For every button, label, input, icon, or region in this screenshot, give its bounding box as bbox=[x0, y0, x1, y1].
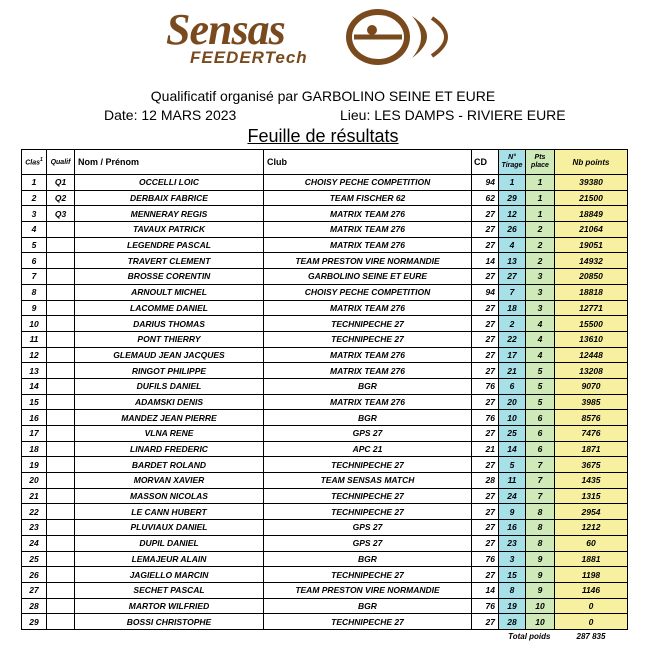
cell-clas: 3 bbox=[22, 206, 47, 222]
cell-qualif bbox=[47, 363, 75, 379]
cell-pts-place: 3 bbox=[526, 300, 555, 316]
sensas-feedertech-logo bbox=[166, 4, 466, 72]
header-tirage-2: Tirage bbox=[501, 162, 523, 169]
cell-tirage: 1 bbox=[499, 175, 526, 191]
cell-pts-place: 8 bbox=[526, 504, 555, 520]
cell-tirage: 12 bbox=[499, 206, 526, 222]
cell-nb-points: 1315 bbox=[555, 488, 628, 504]
cell-qualif bbox=[47, 222, 75, 238]
cell-cd: 62 bbox=[472, 190, 499, 206]
cell-club: CHOISY PECHE COMPETITION bbox=[264, 175, 472, 191]
cell-cd: 27 bbox=[472, 457, 499, 473]
cell-club: BGR bbox=[264, 378, 472, 394]
cell-cd: 27 bbox=[472, 222, 499, 238]
cell-cd: 27 bbox=[472, 300, 499, 316]
cell-qualif: Q1 bbox=[47, 175, 75, 191]
cell-club: BGR bbox=[264, 410, 472, 426]
cell-cd: 94 bbox=[472, 284, 499, 300]
results-table bbox=[21, 149, 628, 644]
table-row bbox=[22, 441, 628, 457]
table-header-row bbox=[22, 150, 628, 175]
table-row bbox=[22, 222, 628, 238]
cell-club: BGR bbox=[264, 551, 472, 567]
cell-pts-place: 9 bbox=[526, 582, 555, 598]
cell-name: ADAMSKI DENIS bbox=[75, 394, 264, 410]
cell-nb-points: 0 bbox=[555, 598, 628, 614]
table-row bbox=[22, 473, 628, 489]
cell-name: LACOMME DANIEL bbox=[75, 300, 264, 316]
cell-clas: 24 bbox=[22, 535, 47, 551]
cell-club: GPS 27 bbox=[264, 520, 472, 536]
cell-clas: 19 bbox=[22, 457, 47, 473]
cell-qualif bbox=[47, 237, 75, 253]
cell-clas: 23 bbox=[22, 520, 47, 536]
cell-name: JAGIELLO MARCIN bbox=[75, 567, 264, 583]
cell-qualif bbox=[47, 441, 75, 457]
table-row bbox=[22, 520, 628, 536]
cell-cd: 27 bbox=[472, 567, 499, 583]
cell-tirage: 4 bbox=[499, 237, 526, 253]
cell-club: TECHNIPECHE 27 bbox=[264, 488, 472, 504]
cell-pts-place: 6 bbox=[526, 426, 555, 442]
cell-pts-place: 2 bbox=[526, 253, 555, 269]
header-qualif: Qualif bbox=[47, 150, 75, 175]
cell-qualif bbox=[47, 269, 75, 285]
cell-pts-place: 2 bbox=[526, 237, 555, 253]
cell-club: TEAM SENSAS MATCH bbox=[264, 473, 472, 489]
cell-nb-points: 15500 bbox=[555, 316, 628, 332]
cell-clas: 15 bbox=[22, 394, 47, 410]
cell-name: LE CANN HUBERT bbox=[75, 504, 264, 520]
cell-nb-points: 0 bbox=[555, 614, 628, 630]
header-nb-points: Nb points bbox=[555, 150, 628, 175]
cell-name: DUFILS DANIEL bbox=[75, 378, 264, 394]
cell-cd: 27 bbox=[472, 269, 499, 285]
cell-tirage: 27 bbox=[499, 269, 526, 285]
header-tirage-1: N° bbox=[508, 154, 516, 161]
cell-qualif bbox=[47, 378, 75, 394]
cell-cd: 76 bbox=[472, 378, 499, 394]
cell-qualif: Q3 bbox=[47, 206, 75, 222]
table-row bbox=[22, 457, 628, 473]
table-row bbox=[22, 300, 628, 316]
cell-pts-place: 3 bbox=[526, 284, 555, 300]
cell-qualif bbox=[47, 347, 75, 363]
cell-name: OCCELLI LOIC bbox=[75, 175, 264, 191]
cell-tirage: 9 bbox=[499, 504, 526, 520]
cell-clas: 12 bbox=[22, 347, 47, 363]
cell-club: APC 21 bbox=[264, 441, 472, 457]
cell-qualif bbox=[47, 567, 75, 583]
cell-tirage: 15 bbox=[499, 567, 526, 583]
table-row bbox=[22, 347, 628, 363]
cell-name: GLEMAUD JEAN JACQUES bbox=[75, 347, 264, 363]
cell-clas: 4 bbox=[22, 222, 47, 238]
cell-clas: 18 bbox=[22, 441, 47, 457]
cell-tirage: 6 bbox=[499, 378, 526, 394]
cell-pts-place: 10 bbox=[526, 598, 555, 614]
cell-qualif bbox=[47, 410, 75, 426]
table-row bbox=[22, 378, 628, 394]
cell-nb-points: 18849 bbox=[555, 206, 628, 222]
cell-tirage: 3 bbox=[499, 551, 526, 567]
cell-pts-place: 7 bbox=[526, 473, 555, 489]
cell-qualif bbox=[47, 614, 75, 630]
cell-club: TECHNIPECHE 27 bbox=[264, 567, 472, 583]
cell-cd: 27 bbox=[472, 316, 499, 332]
table-row bbox=[22, 426, 628, 442]
cell-qualif bbox=[47, 284, 75, 300]
table-row bbox=[22, 363, 628, 379]
cell-name: DARIUS THOMAS bbox=[75, 316, 264, 332]
cell-nb-points: 1435 bbox=[555, 473, 628, 489]
cell-club: TEAM PRESTON VIRE NORMANDIE bbox=[264, 582, 472, 598]
cell-clas: 11 bbox=[22, 331, 47, 347]
cell-pts-place: 10 bbox=[526, 614, 555, 630]
cell-tirage: 26 bbox=[499, 222, 526, 238]
cell-nb-points: 20850 bbox=[555, 269, 628, 285]
cell-clas: 25 bbox=[22, 551, 47, 567]
cell-club: BGR bbox=[264, 598, 472, 614]
cell-name: BROSSE CORENTIN bbox=[75, 269, 264, 285]
cell-club: GARBOLINO SEINE ET EURE bbox=[264, 269, 472, 285]
cell-cd: 94 bbox=[472, 175, 499, 191]
cell-club: MATRIX TEAM 276 bbox=[264, 222, 472, 238]
cell-pts-place: 8 bbox=[526, 535, 555, 551]
logo-sub-text: FEEDERTech bbox=[190, 48, 308, 67]
cell-pts-place: 7 bbox=[526, 457, 555, 473]
fish-logo-icon bbox=[342, 6, 462, 68]
header-cd: CD bbox=[472, 150, 499, 175]
cell-club: TEAM FISCHER 62 bbox=[264, 190, 472, 206]
cell-cd: 27 bbox=[472, 535, 499, 551]
cell-club: MATRIX TEAM 276 bbox=[264, 363, 472, 379]
table-row bbox=[22, 614, 628, 630]
cell-nb-points: 1212 bbox=[555, 520, 628, 536]
cell-clas: 5 bbox=[22, 237, 47, 253]
cell-name: TAVAUX PATRICK bbox=[75, 222, 264, 238]
cell-club: MATRIX TEAM 276 bbox=[264, 394, 472, 410]
cell-cd: 76 bbox=[472, 551, 499, 567]
cell-nb-points: 13610 bbox=[555, 331, 628, 347]
cell-clas: 13 bbox=[22, 363, 47, 379]
cell-qualif bbox=[47, 473, 75, 489]
table-row bbox=[22, 331, 628, 347]
cell-cd: 28 bbox=[472, 473, 499, 489]
cell-club: MATRIX TEAM 276 bbox=[264, 347, 472, 363]
cell-name: BARDET ROLAND bbox=[75, 457, 264, 473]
cell-club: MATRIX TEAM 276 bbox=[264, 300, 472, 316]
logo-brand-text: Sensas bbox=[166, 5, 285, 54]
cell-club: TECHNIPECHE 27 bbox=[264, 457, 472, 473]
cell-tirage: 28 bbox=[499, 614, 526, 630]
header-pts-2: place bbox=[531, 162, 549, 169]
cell-qualif bbox=[47, 551, 75, 567]
cell-nb-points: 13208 bbox=[555, 363, 628, 379]
cell-name: VLNA RENE bbox=[75, 426, 264, 442]
cell-cd: 27 bbox=[472, 237, 499, 253]
cell-qualif bbox=[47, 316, 75, 332]
table-row bbox=[22, 269, 628, 285]
cell-club: CHOISY PECHE COMPETITION bbox=[264, 284, 472, 300]
cell-tirage: 16 bbox=[499, 520, 526, 536]
cell-clas: 6 bbox=[22, 253, 47, 269]
table-row bbox=[22, 253, 628, 269]
total-value: 287 835 bbox=[576, 632, 606, 642]
cell-tirage: 25 bbox=[499, 426, 526, 442]
organizer-line: Qualificatif organisé par GARBOLINO SEINE ET EURE bbox=[150, 88, 496, 104]
cell-club: GPS 27 bbox=[264, 535, 472, 551]
cell-nb-points: 21500 bbox=[555, 190, 628, 206]
cell-qualif bbox=[47, 535, 75, 551]
cell-nb-points: 1146 bbox=[555, 582, 628, 598]
cell-pts-place: 4 bbox=[526, 316, 555, 332]
table-row bbox=[22, 410, 628, 426]
cell-name: MARTOR WILFRIED bbox=[75, 598, 264, 614]
cell-cd: 14 bbox=[472, 582, 499, 598]
cell-qualif bbox=[47, 520, 75, 536]
header-pts-1: Pts bbox=[534, 154, 546, 161]
cell-name: LEGENDRE PASCAL bbox=[75, 237, 264, 253]
table-row bbox=[22, 488, 628, 504]
cell-clas: 21 bbox=[22, 488, 47, 504]
header-club: Club bbox=[264, 150, 472, 175]
header-tirage bbox=[499, 150, 526, 175]
table-row bbox=[22, 598, 628, 614]
cell-qualif bbox=[47, 394, 75, 410]
cell-tirage: 20 bbox=[499, 394, 526, 410]
cell-qualif: Q2 bbox=[47, 190, 75, 206]
table-row bbox=[22, 190, 628, 206]
cell-cd: 27 bbox=[472, 331, 499, 347]
cell-tirage: 22 bbox=[499, 331, 526, 347]
cell-tirage: 21 bbox=[499, 363, 526, 379]
cell-clas: 10 bbox=[22, 316, 47, 332]
cell-tirage: 13 bbox=[499, 253, 526, 269]
header-name: Nom / Prénom bbox=[75, 150, 264, 175]
table-row bbox=[22, 316, 628, 332]
table-row bbox=[22, 284, 628, 300]
cell-name: MENNERAY REGIS bbox=[75, 206, 264, 222]
cell-pts-place: 9 bbox=[526, 551, 555, 567]
cell-cd: 27 bbox=[472, 394, 499, 410]
table-row bbox=[22, 504, 628, 520]
cell-name: LINARD FREDERIC bbox=[75, 441, 264, 457]
cell-nb-points: 2954 bbox=[555, 504, 628, 520]
table-row bbox=[22, 582, 628, 598]
cell-cd: 27 bbox=[472, 488, 499, 504]
table-row bbox=[22, 567, 628, 583]
cell-name: MORVAN XAVIER bbox=[75, 473, 264, 489]
cell-qualif bbox=[47, 488, 75, 504]
cell-nb-points: 1871 bbox=[555, 441, 628, 457]
cell-qualif bbox=[47, 582, 75, 598]
cell-club: GPS 27 bbox=[264, 426, 472, 442]
cell-club: TECHNIPECHE 27 bbox=[264, 504, 472, 520]
table-row bbox=[22, 206, 628, 222]
cell-cd: 21 bbox=[472, 441, 499, 457]
cell-clas: 17 bbox=[22, 426, 47, 442]
cell-pts-place: 4 bbox=[526, 347, 555, 363]
cell-cd: 27 bbox=[472, 520, 499, 536]
cell-qualif bbox=[47, 504, 75, 520]
total-label: Total poids bbox=[508, 632, 551, 642]
cell-nb-points: 8576 bbox=[555, 410, 628, 426]
cell-clas: 29 bbox=[22, 614, 47, 630]
cell-name: DUPIL DANIEL bbox=[75, 535, 264, 551]
cell-club: TECHNIPECHE 27 bbox=[264, 316, 472, 332]
cell-name: ARNOULT MICHEL bbox=[75, 284, 264, 300]
cell-cd: 27 bbox=[472, 504, 499, 520]
cell-clas: 20 bbox=[22, 473, 47, 489]
cell-name: MASSON NICOLAS bbox=[75, 488, 264, 504]
cell-cd: 76 bbox=[472, 598, 499, 614]
cell-tirage: 23 bbox=[499, 535, 526, 551]
cell-cd: 27 bbox=[472, 363, 499, 379]
cell-qualif bbox=[47, 331, 75, 347]
cell-name: RINGOT PHILIPPE bbox=[75, 363, 264, 379]
cell-cd: 27 bbox=[472, 206, 499, 222]
cell-tirage: 10 bbox=[499, 410, 526, 426]
cell-nb-points: 1198 bbox=[555, 567, 628, 583]
cell-pts-place: 1 bbox=[526, 206, 555, 222]
cell-pts-place: 3 bbox=[526, 269, 555, 285]
cell-name: LEMAJEUR ALAIN bbox=[75, 551, 264, 567]
cell-clas: 26 bbox=[22, 567, 47, 583]
cell-cd: 27 bbox=[472, 614, 499, 630]
table-row bbox=[22, 175, 628, 191]
cell-pts-place: 8 bbox=[526, 520, 555, 536]
table-row bbox=[22, 551, 628, 567]
cell-pts-place: 1 bbox=[526, 190, 555, 206]
table-row bbox=[22, 394, 628, 410]
cell-pts-place: 9 bbox=[526, 567, 555, 583]
cell-clas: 2 bbox=[22, 190, 47, 206]
cell-name: PLUVIAUX DANIEL bbox=[75, 520, 264, 536]
cell-tirage: 24 bbox=[499, 488, 526, 504]
cell-pts-place: 7 bbox=[526, 488, 555, 504]
cell-name: DERBAIX FABRICE bbox=[75, 190, 264, 206]
cell-nb-points: 3675 bbox=[555, 457, 628, 473]
cell-tirage: 14 bbox=[499, 441, 526, 457]
header-pts-place bbox=[526, 150, 555, 175]
cell-clas: 22 bbox=[22, 504, 47, 520]
cell-pts-place: 4 bbox=[526, 331, 555, 347]
cell-tirage: 2 bbox=[499, 316, 526, 332]
cell-pts-place: 6 bbox=[526, 410, 555, 426]
cell-cd: 76 bbox=[472, 410, 499, 426]
total-row bbox=[22, 629, 628, 644]
cell-qualif bbox=[47, 598, 75, 614]
cell-nb-points: 1881 bbox=[555, 551, 628, 567]
cell-clas: 1 bbox=[22, 175, 47, 191]
cell-club: MATRIX TEAM 276 bbox=[264, 237, 472, 253]
cell-qualif bbox=[47, 457, 75, 473]
cell-club: MATRIX TEAM 276 bbox=[264, 206, 472, 222]
cell-tirage: 17 bbox=[499, 347, 526, 363]
cell-qualif bbox=[47, 253, 75, 269]
cell-nb-points: 18818 bbox=[555, 284, 628, 300]
cell-name: BOSSI CHRISTOPHE bbox=[75, 614, 264, 630]
cell-pts-place: 5 bbox=[526, 363, 555, 379]
cell-tirage: 29 bbox=[499, 190, 526, 206]
cell-tirage: 18 bbox=[499, 300, 526, 316]
cell-nb-points: 21064 bbox=[555, 222, 628, 238]
cell-pts-place: 2 bbox=[526, 222, 555, 238]
cell-clas: 9 bbox=[22, 300, 47, 316]
results-body bbox=[22, 175, 628, 630]
cell-nb-points: 14932 bbox=[555, 253, 628, 269]
cell-nb-points: 12771 bbox=[555, 300, 628, 316]
cell-nb-points: 39380 bbox=[555, 175, 628, 191]
header-clas: Clas$^1$ bbox=[22, 150, 47, 175]
cell-tirage: 11 bbox=[499, 473, 526, 489]
cell-cd: 14 bbox=[472, 253, 499, 269]
cell-name: SECHET PASCAL bbox=[75, 582, 264, 598]
event-location: Lieu: LES DAMPS - RIVIERE EURE bbox=[340, 107, 566, 123]
cell-nb-points: 60 bbox=[555, 535, 628, 551]
table-row bbox=[22, 535, 628, 551]
cell-clas: 16 bbox=[22, 410, 47, 426]
cell-clas: 7 bbox=[22, 269, 47, 285]
cell-tirage: 8 bbox=[499, 582, 526, 598]
cell-pts-place: 5 bbox=[526, 394, 555, 410]
cell-qualif bbox=[47, 300, 75, 316]
event-date: Date: 12 MARS 2023 bbox=[104, 107, 237, 123]
page-title: Feuille de résultats bbox=[247, 126, 399, 146]
cell-tirage: 19 bbox=[499, 598, 526, 614]
cell-clas: 14 bbox=[22, 378, 47, 394]
cell-clas: 28 bbox=[22, 598, 47, 614]
cell-pts-place: 6 bbox=[526, 441, 555, 457]
cell-qualif bbox=[47, 426, 75, 442]
table-row bbox=[22, 237, 628, 253]
cell-club: TECHNIPECHE 27 bbox=[264, 331, 472, 347]
cell-name: PONT THIERRY bbox=[75, 331, 264, 347]
cell-pts-place: 5 bbox=[526, 378, 555, 394]
cell-nb-points: 3985 bbox=[555, 394, 628, 410]
cell-name: TRAVERT CLEMENT bbox=[75, 253, 264, 269]
cell-club: TEAM PRESTON VIRE NORMANDIE bbox=[264, 253, 472, 269]
cell-nb-points: 7476 bbox=[555, 426, 628, 442]
cell-clas: 8 bbox=[22, 284, 47, 300]
cell-cd: 27 bbox=[472, 426, 499, 442]
cell-clas: 27 bbox=[22, 582, 47, 598]
cell-pts-place: 1 bbox=[526, 175, 555, 191]
cell-cd: 27 bbox=[472, 347, 499, 363]
cell-tirage: 7 bbox=[499, 284, 526, 300]
cell-name: MANDEZ JEAN PIERRE bbox=[75, 410, 264, 426]
cell-nb-points: 9070 bbox=[555, 378, 628, 394]
cell-tirage: 5 bbox=[499, 457, 526, 473]
cell-nb-points: 12448 bbox=[555, 347, 628, 363]
cell-club: TECHNIPECHE 27 bbox=[264, 614, 472, 630]
cell-nb-points: 19051 bbox=[555, 237, 628, 253]
